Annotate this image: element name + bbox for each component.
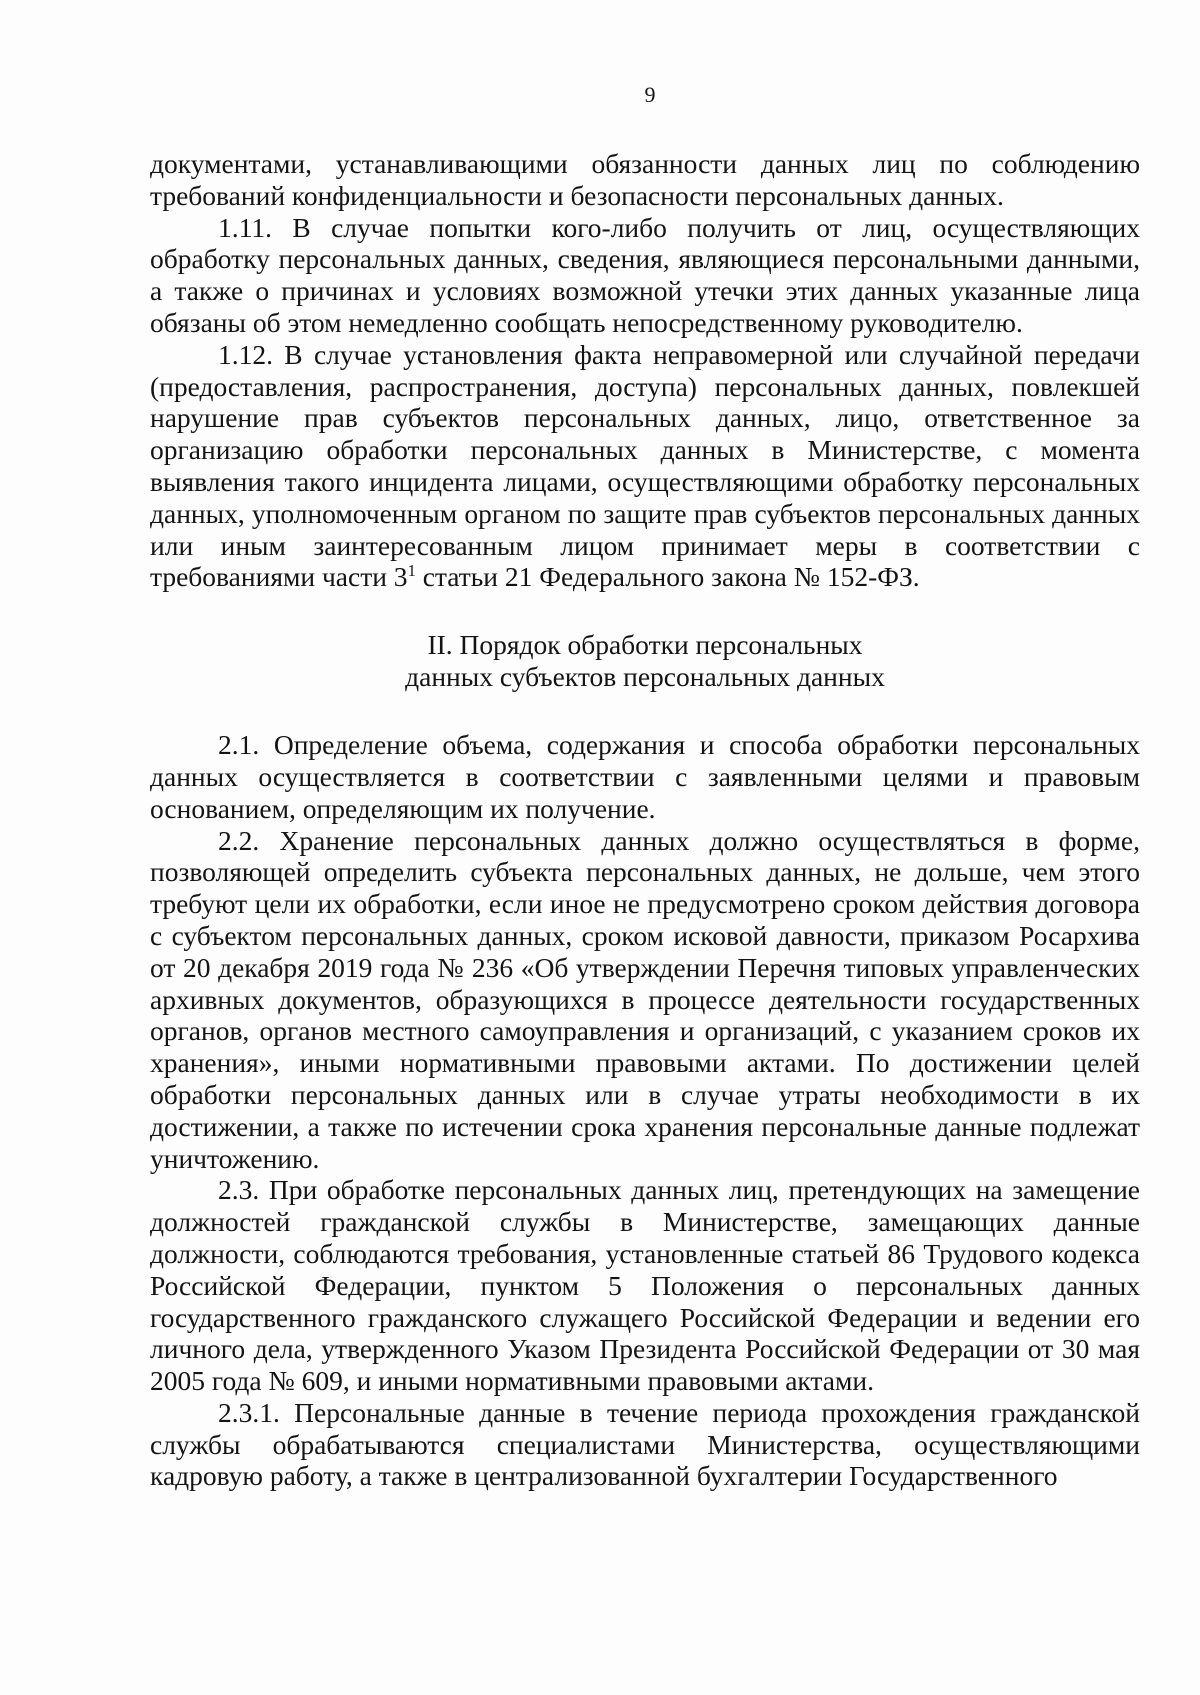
section-heading-line-1: II. Порядок обработки персональных xyxy=(427,629,863,661)
paragraph-2-3-1: 2.3.1. Персональные данные в течение периода прохождения гражданской службы обрабатываются специалистами Министерства, осуществляющими кадровую работу, а также в централизованной бухгалтерии Государственного xyxy=(150,1396,1140,1492)
page-number: 9 xyxy=(644,82,656,107)
paragraph-1-12-text: 1.12. В случае установления факта неправомерной или случайной передачи (предоставления, распространения, доступа) персональных данных, повлекшей нарушение прав субъектов персональных данных, лицо, ответственное за организацию обработки персональных данных в Министерстве, с момента выявления такого инцидента лицами, осуществляющими обработку персональных данных, уполномоченным органом по защите прав субъектов персональных данных или иным заинтересованным лицом принимает меры в соответствии с требованиями части 3 xyxy=(150,338,1140,593)
paragraph-2-3: 2.3. При обработке персональных данных лиц, претендующих на замещение должностей гражданской службы в Министерстве, замещающих данные должности, соблюдаются требования, установленные статьей 86 Трудового кодекса Российской Федерации, пунктом 5 Положения о персональных данных государственного гражданского служащего Российской Федерации и ведении его личного дела, утвержденного Указом Президента Российской Федерации от 30 мая 2005 года № 609, и иными нормативными правовыми актами. xyxy=(150,1174,1140,1397)
section-heading xyxy=(150,629,1140,693)
paragraph-continuation: документами, устанавливающими обязанности данных лиц по соблюдению требований конфиденциальности и безопасности персональных данных. xyxy=(150,148,1140,211)
paragraph-2-1: 2.1. Определение объема, содержания и способа обработки персональных данных осуществляется в соответствии с заявленными целями и правовым основанием, определяющим их получение. xyxy=(150,729,1140,824)
document-body xyxy=(150,148,1140,1492)
paragraph-1-12 xyxy=(150,339,1140,593)
paragraph-2-2: 2.2. Хранение персональных данных должно осуществляться в форме, позволяющей определить субъекта персональных данных, не дольше, чем этого требуют цели их обработки, если иное не предусмотрено сроком действия договора с субъектом персональных данных, сроком исковой давности, приказом Росархива от 20 декабря 2019 года № 236 «Об утверждении Перечня типовых управленческих архивных документов, образующихся в процессе деятельности государственных органов, органов местного самоуправления и организаций, с указанием сроков их хранения», иными нормативными правовыми актами. По достижении целей обработки персональных данных или в случае утраты необходимости в их достижении, а также по истечении срока хранения персональные данные подлежат уничтожению. xyxy=(150,824,1140,1174)
section-heading-line-2: данных субъектов персональных данных xyxy=(405,661,885,693)
paragraph-1-11: 1.11. В случае попытки кого-либо получить от лиц, осуществляющих обработку персональных данных, сведения, являющиеся персональными данными, а также о причинах и условиях возможной утечки этих данных указанные лица обязаны об этом немедленно сообщать непосредственному руководителю. xyxy=(150,211,1140,338)
superscript-part-number: 1 xyxy=(407,561,416,581)
paragraph-1-12-tail: статьи 21 Федерального закона № 152-ФЗ. xyxy=(415,561,920,593)
